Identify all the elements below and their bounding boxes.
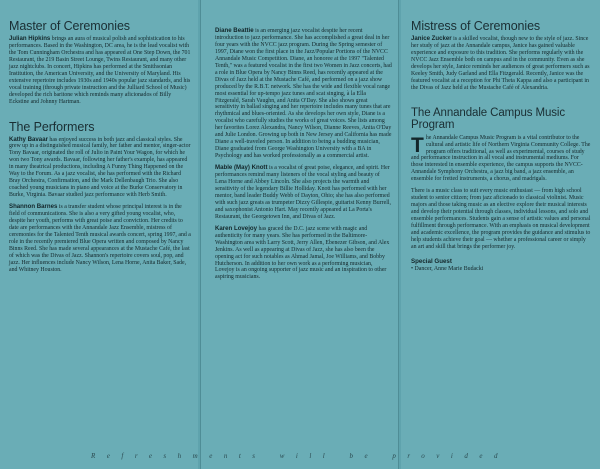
middle-column <box>200 0 399 469</box>
mable-bio <box>215 165 392 221</box>
karen-text: has graced the D.C. jazz scene with magic and authenticity for many years. She has performed in the Baltimore-Washington area with Larry Scott, Jerry Allen, Ebenezer Gibson, and Alex Jenkins. As well as appearing at Divas of Jazz, she has also been the opening act for such notables as Ahmad Jamal, Joe Williams, and Bobby Hutcherson. In addition to her own work as a performing musician, Lovejoy is an ongoing supporter of jazz music and an inspiration to other aspiring musicians. <box>215 225 390 281</box>
kathy-text: has enjoyed success in both jazz and classical styles. She grew up in a distinguished musical family, her father and mentor, singer-actor Tony Bavaar, originated the roll of Julio in Paint Your Wagon, for which he won two Tony awards. Bavaar, following her father's example, has appeared in many theatrical productions, including A Funny Thing Happened on the Way to the Forum. As a jazz vocalist, she has performed with the Richard Bray Orchestra, Confirmation, and the Mark Dellenbaugh Trio. She also coached young musicians in piano and voice at the Burke Conservatory in Burke, Virginia. Bavaar studied jazz performance with Herb Smith. <box>9 136 191 199</box>
karen-name: Karen Lovejoy <box>215 224 257 232</box>
refreshments-footer: Refreshments will be provided <box>91 452 509 460</box>
mable-text: is a vocalist of great poise, elegance, and spirit. Her performances remind many listeners of the vocal styling and beauty of Lena Horne and Abbey Lincoln. She also projects the warmth and sensitivity of the legendary Billie Holliday. Knott has performed with her mentor, band leader Buddy Webb of Dayton, Ohio; she has also performed with such jazz greats as trumpeter Dizzy Gillespie, guitarist Kenny Burrell, and saxophonist Antonio Hart. May recently appeared at La Porta's Restaurant, the Georgetown Inn, and Divas of Jazz. <box>215 165 391 220</box>
shannon-name: Shannon Barnes <box>9 203 58 211</box>
special-guest-item: • Dancer, Anne Marie Budacki <box>411 265 484 272</box>
left-column <box>0 0 198 469</box>
julian-name: Julian Hipkins <box>9 35 51 42</box>
diane-bio <box>215 28 392 160</box>
julian-text: brings an aura of musical polish and sophistication to his performances. Based in the Washington, DC area, he is the lead vocalist with the Tom Cunningham Orchestra and has appeared at One Step Down, the 701 Restaurant, the 219 Basin Street Lounge, Twins Restaurant, and many other jazz nightclubs. In concert, Hipkins has performed at the Smithsonian Institution, the American University, and the University of Maryland. His extensive repertoire includes 1930s and 1940s popular jazz standards, and his vocal training (through private instruction and the Julliard School of Music) developed the rich baritone which reminds many aficionados of Billy Eckstine and Johnny Hartman. <box>9 36 191 105</box>
kathy-name: Kathy Bavaar <box>9 135 48 143</box>
shannon-text: is a transfer student whose principal interest is in the field of communications. She is also a very gifted young vocalist, who, despite her youth, performs with great poise and conviction. Her credits to date are performances with the Annandale Jazz Ensemble, mistress of ceremonies for the Talented Tenth musical awards concert, spring 1997, and a role in the recently premiered Blue Opera written and composed by Nancy Binns Reed. She has made several appearances at the Mustache Café, the last of which was the Divas of Jazz. Shannon's repertoire covers soul, pop, and jazz. Her influences include Nancy Wilson, Lena Horne, Anita Baker, Sade, and Whitney Houston. <box>9 204 191 273</box>
shannon-bio <box>9 204 192 274</box>
karen-bio <box>215 226 392 282</box>
special-guest-heading: Special Guest <box>411 257 452 265</box>
music-program-paragraph-1 <box>411 135 592 184</box>
diane-text: is an emerging jazz vocalist despite her recent introduction to jazz performance. She has accomplished a great deal in her four years with the NVCC jazz program. During the Spring semester of 1997, Diane won the first place in the Jazz/Popular Portions of the NVCC Annandale Music Competition. Diane, an honoree at the 1997 "Talented Tenth," was a featured vocalist in the first two Women in Jazz concerts, had a role in Blue Opera by Nancy Binns Reed, has recently appeared at the Divas of Jazz held at the Mustache Café, and performed on a jazz show produced by the R.B.T. network. She has the wide and flexible vocal range most essential for up-tempo jazz tunes and scat singing, à la Ella Fitzgerald, Sarah Vaughn, and Anita O'Day. She also shows great sensitivity in ballad singing and her repertoire includes many tunes that are rhythmical and blues-oriented. As she develops her own style, Diane is a vocalist who carefully studies the works of great voices. She lists among her favorites Lorez Alexandra, Nancy Wilson, Dianne Reeves, Anita O'Day and Julie London. Growing up both in New Jersey and California has made Diane a well-traveled person. In addition to being a budding musician, Diane graduated from George Washington University with a BA in Psychology and has worked professionally as a commercial artist. <box>215 28 392 160</box>
julian-bio <box>9 36 192 106</box>
diane-name: Diane Beattie <box>215 27 254 34</box>
mistress-of-ceremonies-heading: Mistress of Ceremonies <box>411 19 541 33</box>
music-program-heading: The Annandale Campus Music Program <box>411 106 566 131</box>
music-program-paragraph-2: There is a music class to suit every music enthusiast — from high school student to senior citizen; from jazz aficionado to classical violinist. Music majors and those taking music as an elective explore their musical interests and develop their potential through classes, individual lessons, and solo and ensemble performances. Students gain a sense of artistic values and personal fulfillment through performance. With an emphasis on musical development and academic excellence, the program provides the guidance and stimulus to help students achieve their goal — whether a professional career or simply an art and skill that brings the performer joy. <box>411 188 591 250</box>
janice-name: Janice Zucker <box>411 35 452 42</box>
music-program-text-1: he Annandale Campus Music Program is a vital contributor to the cultural and artistic life of Northern Virginia Community College. The program offers traditional, as well as experimental, courses of study and performance instruction in all vocal and instrumental mediums. For those interested in ensemble experience, the campus supports the NVCC-Annandale Symphony Orchestra, a jazz big band, a jazz ensemble, an ensemble for fretted instruments, a chorus, and madrigals. <box>411 134 591 183</box>
janice-text: is a skilled vocalist, though new to the style of jazz. Since her study of jazz at the Annandale campus, Janice has gained valuable experience and exposure to this tradition. She performs regularly with the NVCC Jazz Ensemble both on campus and in the community. Even as she develops her style, Janice reminds her audiences of great performers such as Keeley Smith, Judy Garland and Ella Fitzgerald. Recently, Janice was the featured vocalist at a reception for Phi Theta Kappa and also a participant in the Divas of Jazz held at the Mustache Café of Alexandria. <box>411 36 590 91</box>
kathy-bio <box>9 137 192 200</box>
drop-cap: T <box>411 133 424 157</box>
performers-heading: The Performers <box>9 119 95 134</box>
mable-name: Mable (May) Knott <box>215 164 268 172</box>
right-column <box>401 0 600 469</box>
master-of-ceremonies-heading: Master of Ceremonies <box>9 19 130 33</box>
janice-bio <box>411 36 592 92</box>
